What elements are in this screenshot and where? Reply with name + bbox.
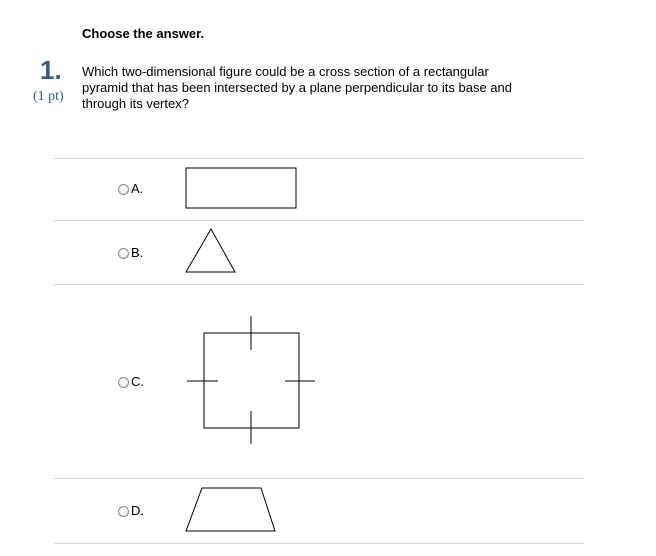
- divider: [54, 284, 584, 285]
- radio-button-d[interactable]: [118, 506, 129, 517]
- radio-button-c[interactable]: [118, 377, 129, 388]
- square-with-ticks-figure: [185, 314, 317, 446]
- option-d[interactable]: [118, 504, 144, 518]
- divider: [54, 478, 584, 479]
- option-d-label: D.: [131, 503, 144, 518]
- instruction-text: Choose the answer.: [82, 26, 205, 41]
- trapezoid-figure: [185, 487, 277, 533]
- option-b-label: B.: [131, 245, 144, 260]
- question-text: Which two-dimensional figure could be a cross section of a rectangular pyramid that has been intersected by a plane perpendicular to its base and through its vertex?: [82, 64, 512, 111]
- rectangle-figure: [185, 167, 298, 210]
- divider: [54, 158, 584, 159]
- option-c-label: C.: [131, 374, 144, 389]
- option-a[interactable]: [118, 182, 143, 196]
- divider: [54, 220, 584, 221]
- option-c[interactable]: [118, 375, 144, 389]
- option-a-label: A.: [131, 181, 144, 196]
- divider: [54, 543, 584, 544]
- radio-button-a[interactable]: [118, 184, 129, 195]
- question-points: (1 pt): [33, 89, 64, 104]
- option-b[interactable]: [118, 246, 143, 260]
- triangle-figure: [185, 228, 237, 274]
- radio-button-b[interactable]: [118, 248, 129, 259]
- question-number: 1.: [40, 55, 62, 85]
